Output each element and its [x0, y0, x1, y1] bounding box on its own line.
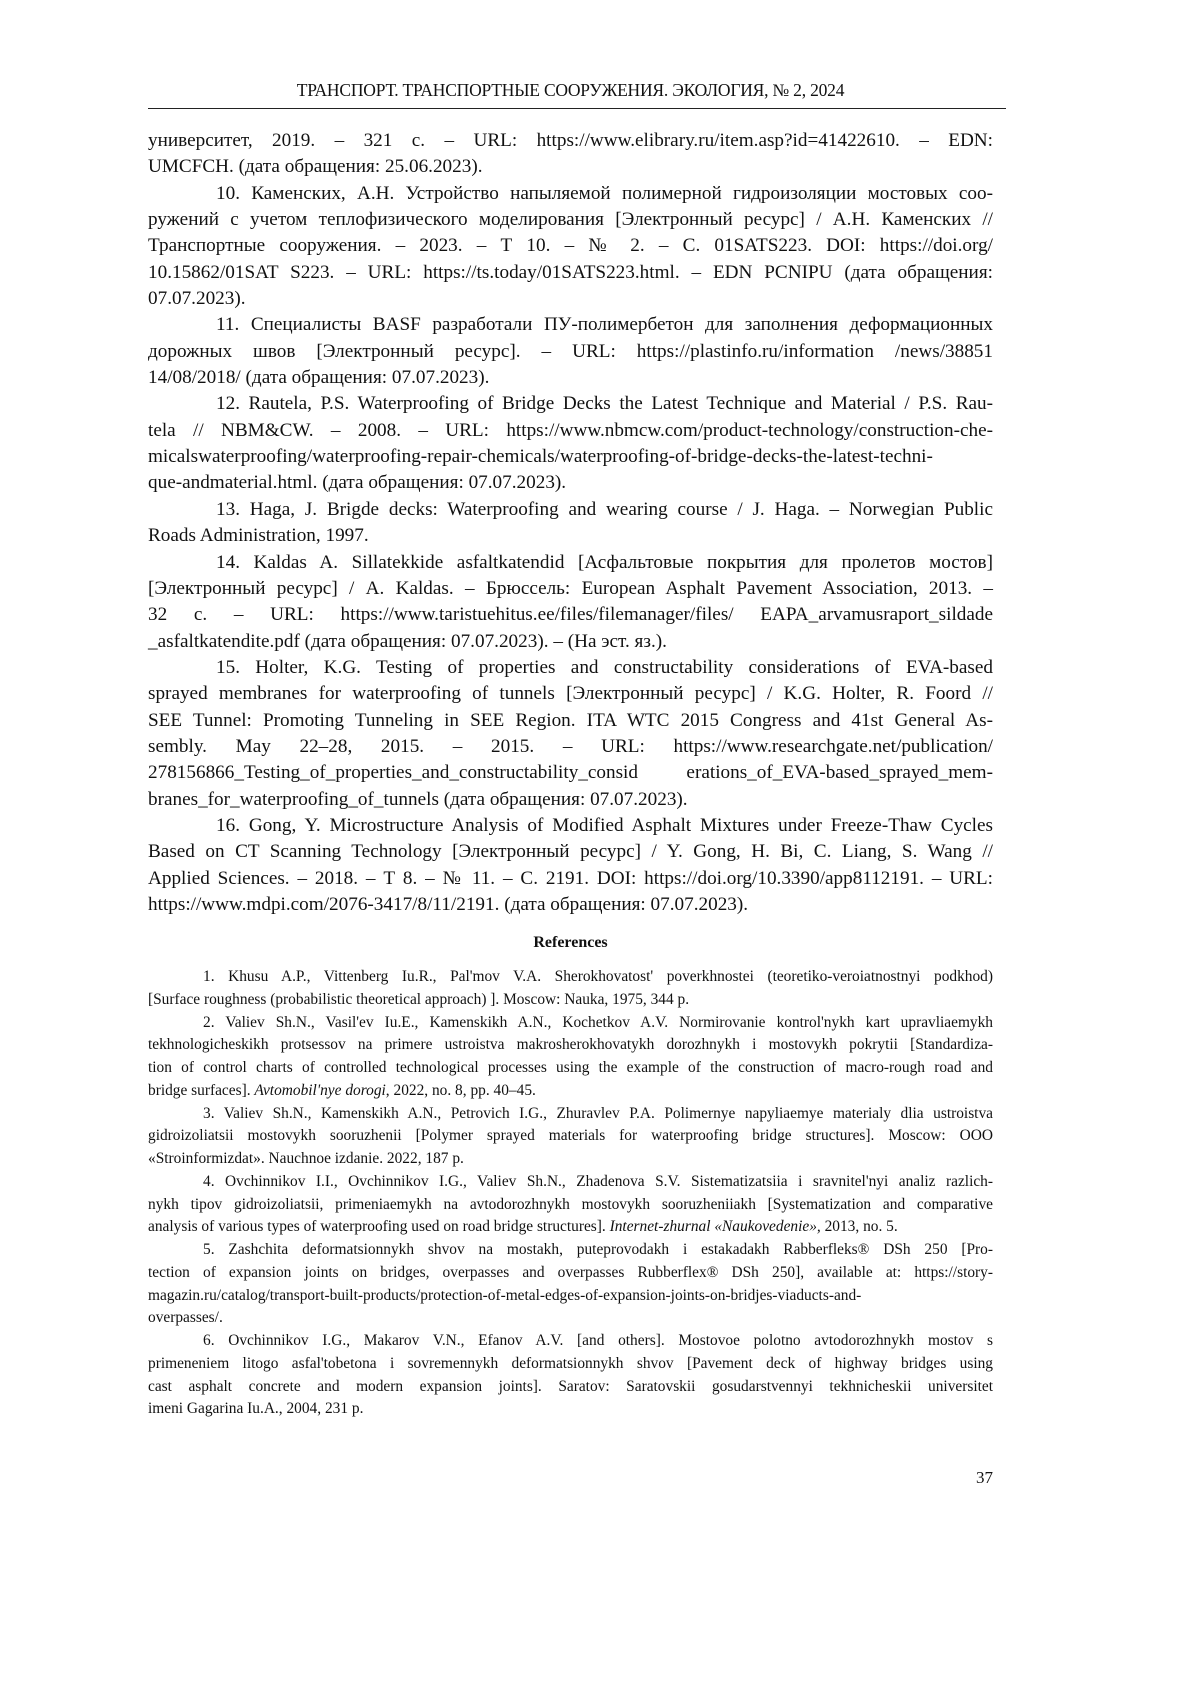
text-line: ружений с учетом теплофизического моделирования [Электронный ресурс] / А.Н. Каменских // — [148, 209, 993, 231]
text-line: 15. Holter, K.G. Testing of properties and constructability considerations of EVA-based — [216, 656, 993, 678]
text-line: «Stroinformizdat». Nauchnoe izdanie. 2022, 187 p. — [148, 1150, 464, 1167]
text-line: imeni Gagarina Iu.A., 2004, 231 p. — [148, 1400, 364, 1418]
text-line: Транспортные сооружения. – 2023. – Т 10. – № 2. – С. 01SATS223. DOI: https://doi.org/ — [148, 235, 993, 257]
references-list — [148, 966, 993, 1421]
text-line: университет, 2019. – 321 с. – URL: https://www.elibrary.ru/item.asp?id=41422610. – EDN: — [148, 130, 993, 151]
reference-entry — [148, 497, 993, 550]
reference-entry — [148, 1239, 993, 1330]
reference-entry — [148, 966, 993, 1012]
text-line: SEE Tunnel: Promoting Tunneling in SEE Region. ITA WTC 2015 Congress and 41st General As- — [148, 709, 993, 731]
text-line: 6. Ovchinnikov I.G., Makarov V.N., Efanov A.V. [and others]. Mostovoe polotno avtodorozhnykh mostov s — [203, 1332, 993, 1349]
text-line: 07.07.2023). — [148, 288, 246, 310]
reference-entry — [148, 1012, 993, 1103]
references-heading: References — [533, 934, 608, 951]
reference-entry — [148, 128, 993, 181]
text-line: 2. Valiev Sh.N., Vasil'ev Iu.E., Kamenskikh A.N., Kochetkov A.V. Normirovanie kontrol'nykh kart upravliaemykh — [203, 1013, 993, 1031]
reference-entry — [148, 813, 993, 918]
text-line: primeneniem litogo asfal'tobetona i sovremennykh deformatsionnykh shvov [Pavement deck of highway bridges using — [148, 1354, 993, 1372]
page-number: 37 — [976, 1468, 993, 1487]
text-line: 16. Gong, Y. Microstructure Analysis of Modified Asphalt Mixtures under Freeze-Thaw Cycles — [216, 814, 993, 836]
text-line — [148, 1080, 993, 1103]
text-line: magazin.ru/catalog/transport-built-products/protection-of-metal-edges-of-expansion-joints-on-bridjes-viaducts-and- — [148, 1286, 862, 1304]
text-line: tection of expansion joints on bridges, overpasses and overpasses Rubberflex® DSh 250], available at: https://story- — [148, 1263, 993, 1281]
text-line: cast asphalt concrete and modern expansion joints]. Saratov: Saratovskii gosudarstvennyi tekhnicheskii universitet — [148, 1377, 993, 1395]
text-line: 4. Ovchinnikov I.I., Ovchinnikov I.G., Valiev Sh.N., Zhadenova S.V. Sistematizatsiia i sravnitel'nyi analiz razlich- — [203, 1172, 993, 1190]
journal-title: Avtomobil'nye dorogi — [254, 1081, 386, 1099]
text-line: micalswaterproofing/waterproofing-repair-chemicals/waterproofing-of-bridge-decks-the-latest-techni- — [148, 446, 933, 468]
text-line: 32 с. – URL: https://www.taristuehitus.ee/files/filemanager/files/ EAPA_arvamusraport_sildade — [148, 604, 993, 626]
text-line: 3. Valiev Sh.N., Kamenskikh A.N., Petrovich I.G., Zhuravlev P.A. Polimernye napyliaemye materialy dlia ustroistva — [203, 1104, 993, 1122]
bibliography-list — [148, 128, 993, 918]
reference-entry — [148, 655, 993, 813]
text-line: https://www.mdpi.com/2076-3417/8/11/2191. (дата обращения: 07.07.2023). — [148, 893, 749, 915]
text-line: 13. Haga, J. Brigde decks: Waterproofing and wearing course / J. Haga. – Norwegian Public — [216, 498, 993, 520]
text-line: 14. Kaldas A. Sillatekkide asfaltkatendid [Асфальтовые покрытия для пролетов мостов] — [216, 551, 993, 573]
reference-entry — [148, 181, 993, 313]
text-line: branes_for_waterproofing_of_tunnels (дата обращения: 07.07.2023). — [148, 788, 688, 810]
text-line: [Электронный ресурс] / A. Kaldas. – Брюссель: European Asphalt Pavement Association, 2013. – — [148, 577, 993, 599]
text-line: que-andmaterial.html. (дата обращения: 07.07.2023). — [148, 472, 567, 494]
reference-entry — [148, 550, 993, 655]
text-segment: , 2022, no. 8, pp. 40–45. — [385, 1081, 536, 1099]
text-line: 10. Каменских, А.Н. Устройство напыляемой полимерной гидроизоляции мостовых соо- — [216, 182, 993, 204]
reference-entry — [148, 1103, 993, 1171]
text-line: tekhnologicheskikh protsessov na primere ustroistva makrosherokhovatykh dorozhnykh i mostovykh pokrytii [Standardiza- — [148, 1036, 993, 1054]
reference-entry — [148, 391, 993, 496]
text-line: 12. Rautela, P.S. Waterproofing of Bridge Decks the Latest Technique and Material / P.S. Rau- — [216, 393, 993, 415]
text-line: UMCFCH. (дата обращения: 25.06.2023). — [148, 156, 483, 178]
text-line: nykh tipov gidroizoliatsii, primeniaemykh na avtodorozhnykh mostovykh sooruzheniiakh [Systematization and comparative — [148, 1195, 993, 1213]
text-line: [Surface roughness (probabilistic theoretical approach) ]. Moscow: Nauka, 1975, 344 p. — [148, 990, 690, 1008]
text-line: Based on CT Scanning Technology [Электронный ресурс] / Y. Gong, H. Bi, C. Liang, S. Wang // — [148, 841, 993, 863]
text-segment: 2013, no. 5. — [820, 1218, 898, 1236]
text-line: 278156866_Testing_of_properties_and_constructability_consid erations_of_EVA-based_sprayed_mem- — [148, 762, 993, 784]
text-line: sprayed membranes for waterproofing of tunnels [Электронный ресурс] / K.G. Holter, R. Foord // — [148, 683, 993, 705]
text-segment: bridge surfaces]. — [148, 1081, 255, 1099]
text-line: _asfaltkatendite.pdf (дата обращения: 07.07.2023). – (На эст. яз.). — [148, 630, 667, 652]
reference-entry — [148, 312, 993, 391]
text-line: gidroizoliatsii mostovykh sooruzhenii [Polymer sprayed materials for waterproofing bridge structures]. Moscow: OOO — [148, 1127, 993, 1145]
text-line: 10.15862/01SAT S223. – URL: https://ts.today/01SATS223.html. – EDN PCNIPU (дата обращения: — [148, 261, 993, 283]
text-line: sembly. May 22–28, 2015. – 2015. – URL: https://www.researchgate.net/publication/ — [148, 735, 993, 757]
text-line: 1. Khusu A.P., Vittenberg Iu.R., Pal'mov V.A. Sherokhovatost' poverkhnostei (teoretiko-veroiatnostnyi podkhod) — [203, 968, 993, 985]
text-line: overpasses/. — [148, 1309, 223, 1327]
text-segment: analysis of various types of waterproofing used on road bridge structures]. — [148, 1218, 610, 1236]
text-line: 5. Zashchita deformatsionnykh shvov na mostakh, puteprovodakh i estakadakh Rabberfleks® DSh 250 [Pro- — [203, 1241, 993, 1258]
reference-entry — [148, 1171, 993, 1239]
text-line: tela // NBM&CW. – 2008. – URL: https://www.nbmcw.com/product-technology/construction-che- — [148, 419, 993, 441]
text-line: tion of control charts of controlled technological processes using the example of the construction of macro-rough road and — [148, 1059, 993, 1076]
reference-entry — [148, 1330, 993, 1421]
text-line — [148, 1216, 993, 1239]
header-divider — [148, 108, 1006, 109]
text-line: Applied Sciences. – 2018. – Т 8. – № 11. – С. 2191. DOI: https://doi.org/10.3390/app8112191. – URL: — [148, 867, 993, 889]
journal-title: Internet-zhurnal «Naukovedenie», — [609, 1218, 821, 1236]
text-line: дорожных швов [Электронный ресурс]. – URL: https://plastinfo.ru/information /news/38851 — [148, 340, 993, 362]
text-line: Roads Administration, 1997. — [148, 525, 369, 547]
text-line: 14/08/2018/ (дата обращения: 07.07.2023). — [148, 367, 490, 389]
running-header: ТРАНСПОРТ. ТРАНСПОРТНЫЕ СООРУЖЕНИЯ. ЭКОЛОГИЯ, № 2, 2024 — [296, 80, 845, 100]
text-line: 11. Специалисты BASF разработали ПУ-полимербетон для заполнения деформационных — [216, 314, 993, 336]
